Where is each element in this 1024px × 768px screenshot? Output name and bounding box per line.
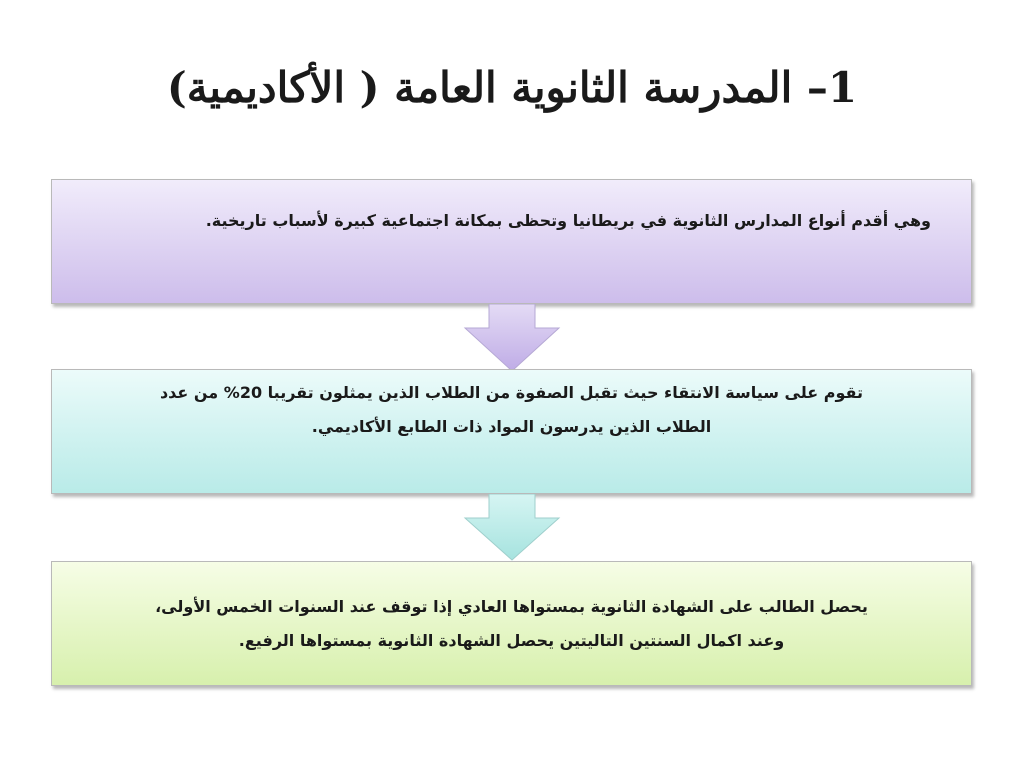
down-arrow-icon <box>463 494 561 562</box>
info-box-2-line-2: الطلاب الذين يدرسون المواد ذات الطابع الأكاديمي. <box>311 417 712 436</box>
info-box-1-line-1: وهي أقدم أنواع المدارس الثانوية في بريطانيا وتحظى بمكانة اجتماعية كبيرة لأسباب تاريخية. <box>205 211 931 230</box>
slide-title: 1– المدرسة الثانوية العامة ( الأكاديمية) <box>166 63 858 112</box>
info-box-3-line-1: يحصل الطالب على الشهادة الثانوية بمستواها العادي إذا توقف عند السنوات الخمس الأولى، <box>155 597 868 616</box>
info-box-2 <box>51 369 972 494</box>
info-box-2-line-1: تقوم على سياسة الانتقاء حيث تقبل الصفوة من الطلاب الذين يمثلون تقريبا 20% من عدد <box>159 383 864 402</box>
info-box-3 <box>51 561 972 686</box>
down-arrow-icon <box>463 304 561 373</box>
info-box-1 <box>51 179 972 304</box>
info-box-3-line-2: وعند اكمال السنتين التاليتين يحصل الشهادة الثانوية بمستواها الرفيع. <box>238 631 785 650</box>
